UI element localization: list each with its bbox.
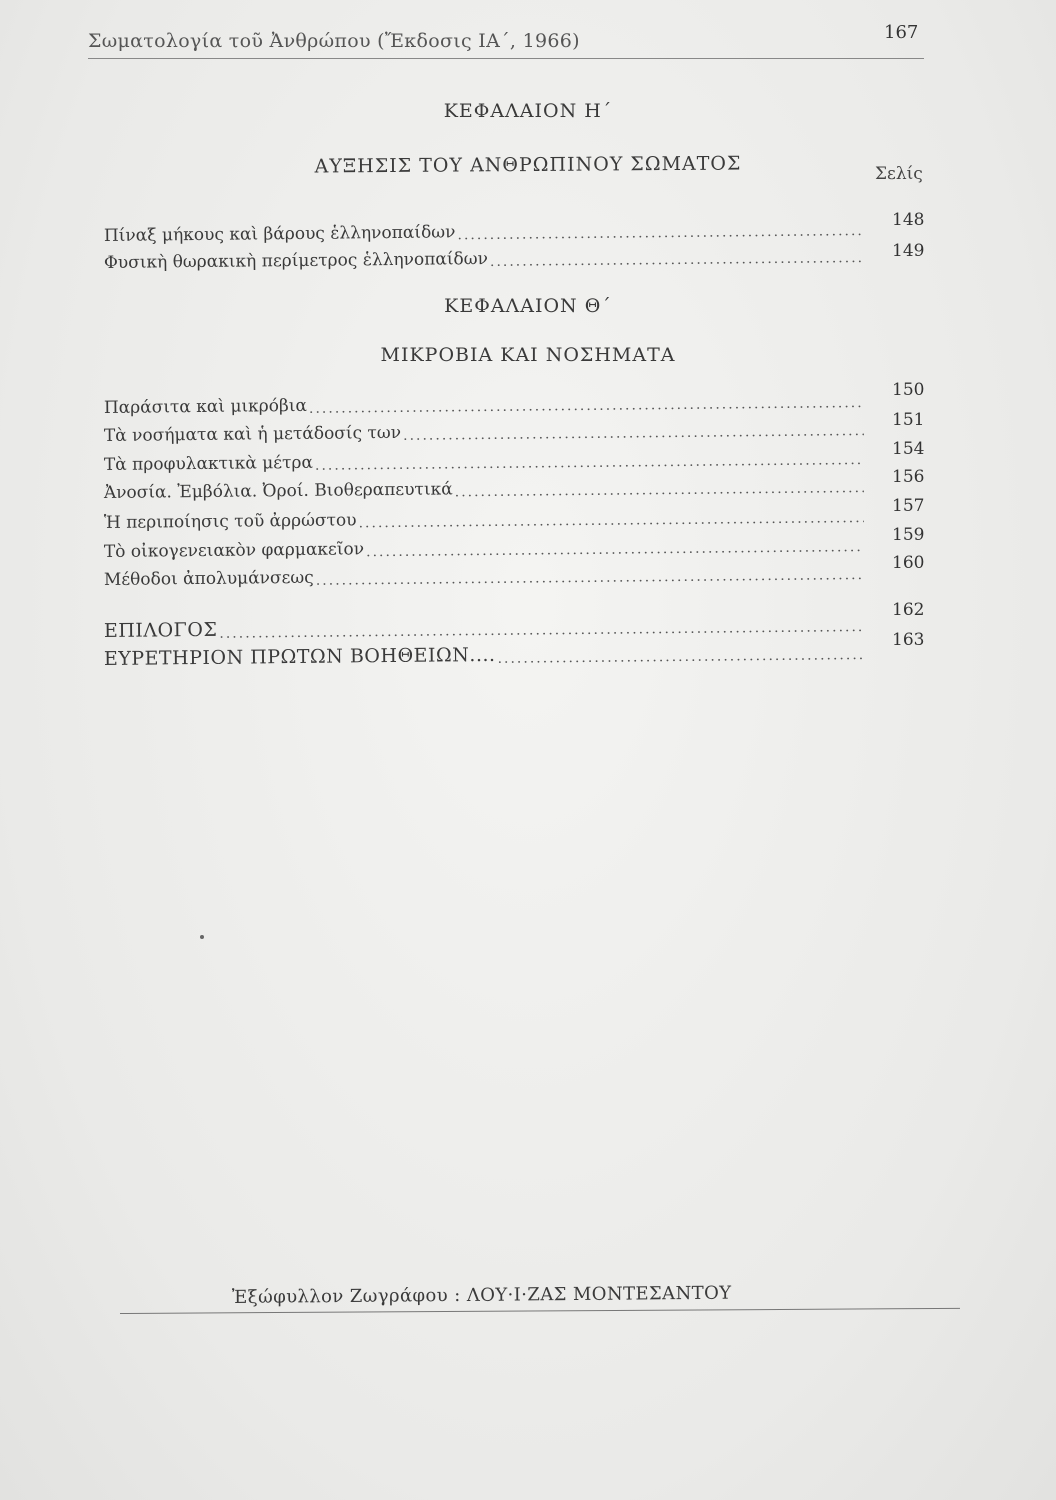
page-column-heading: Σελίς [875, 164, 923, 184]
toc-entry-page: 154 [892, 439, 925, 459]
ink-speck [200, 935, 204, 939]
chapter-title: ΑΥΞΗΣΙΣ ΤΟΥ ΑΝΘΡΩΠΙΝΟΥ ΣΩΜΑΤΟΣ [314, 152, 742, 178]
toc-entry [104, 416, 864, 446]
toc-entry-label: ΕΥΡΕΤΗΡΙΟΝ ΠΡΩΤΩΝ ΒΟΗΘΕΙΩΝ.... [103, 643, 496, 670]
toc-entry [104, 473, 864, 503]
toc-entry-page: 163 [892, 630, 925, 650]
toc-entry-label: Παράσιτα καὶ μικρόβια [103, 395, 308, 418]
dot-leader [455, 481, 864, 499]
toc-entry-page: 149 [892, 241, 925, 261]
header-rule [88, 58, 924, 59]
toc-entry [104, 216, 864, 246]
chapter-heading: ΚΕΦΑΛΑΙΟΝ Θ΄ [444, 295, 612, 317]
toc-entry-label: Τὰ προφυλακτικὰ μέτρα [103, 452, 314, 475]
toc-entry-label: Φυσικὴ θωρακικὴ περίμετρος ἑλληνοπαίδων [103, 248, 489, 273]
toc-entry-label: Πίναξ μήκους καὶ βάρους ἑλληνοπαίδων [103, 222, 456, 246]
dot-leader [315, 453, 864, 473]
toc-entry-page: 148 [892, 210, 925, 230]
toc-entry [104, 445, 864, 475]
chapter-title: ΜΙΚΡΟΒΙΑ ΚΑΙ ΝΟΣΗΜΑΤΑ [380, 344, 676, 366]
running-header: Σωματολογία τοῦ Ἀνθρώπου (Ἔκδοσις ΙΑ΄, 1966) [88, 30, 580, 52]
toc-entry-page: 156 [892, 467, 925, 487]
chapter-heading: ΚΕΦΑΛΑΙΟΝ Η΄ [443, 100, 613, 122]
dot-leader [316, 568, 864, 588]
toc-entry-page: 160 [892, 553, 925, 573]
toc-entry-page: 157 [892, 496, 925, 516]
dot-leader [497, 648, 863, 666]
dot-leader [309, 396, 864, 416]
toc-entry [104, 612, 864, 642]
dot-leader [490, 251, 864, 269]
toc-entry-label: ΕΠΙΛΟΓΟΣ [103, 618, 218, 642]
toc-entry-label: Τὰ νοσήματα καὶ ἡ μετάδοσίς των [103, 422, 402, 446]
dot-leader [403, 424, 864, 443]
dot-leader [358, 511, 863, 530]
toc-entry-label: Τὸ οἰκογενειακὸν φαρμακεῖον [103, 539, 365, 562]
dot-leader [219, 620, 864, 641]
page-number: 167 [884, 22, 919, 43]
toc-entry-page: 150 [892, 380, 925, 400]
footer-rule [120, 1308, 960, 1314]
toc-entry [104, 640, 864, 670]
dot-leader [366, 540, 864, 559]
dot-leader [457, 224, 864, 242]
toc-entry-label: Ἡ περιποίησις τοῦ ἀρρώστου [103, 510, 357, 533]
toc-entry [104, 560, 864, 590]
toc-entry [104, 532, 864, 562]
toc-entry-label: Μέθοδοι ἀπολυμάνσεως [103, 567, 314, 590]
toc-entry-label: Ἀνοσία. Ἐμβόλια. Ὀροί. Βιοθεραπευτικά [103, 479, 453, 503]
toc-entry-page: 159 [892, 525, 925, 545]
toc-entry-page: 162 [892, 600, 925, 620]
cover-credit: Ἐξώφυλλον Ζωγράφου : ΛΟΥ·Ι·ΖΑΣ ΜΟΝΤΕΣΑΝΤΟΥ [231, 1282, 732, 1308]
toc-entry-page: 151 [892, 410, 925, 430]
toc-entry [104, 503, 864, 533]
toc-entry [104, 388, 864, 418]
toc-entry [104, 243, 864, 273]
